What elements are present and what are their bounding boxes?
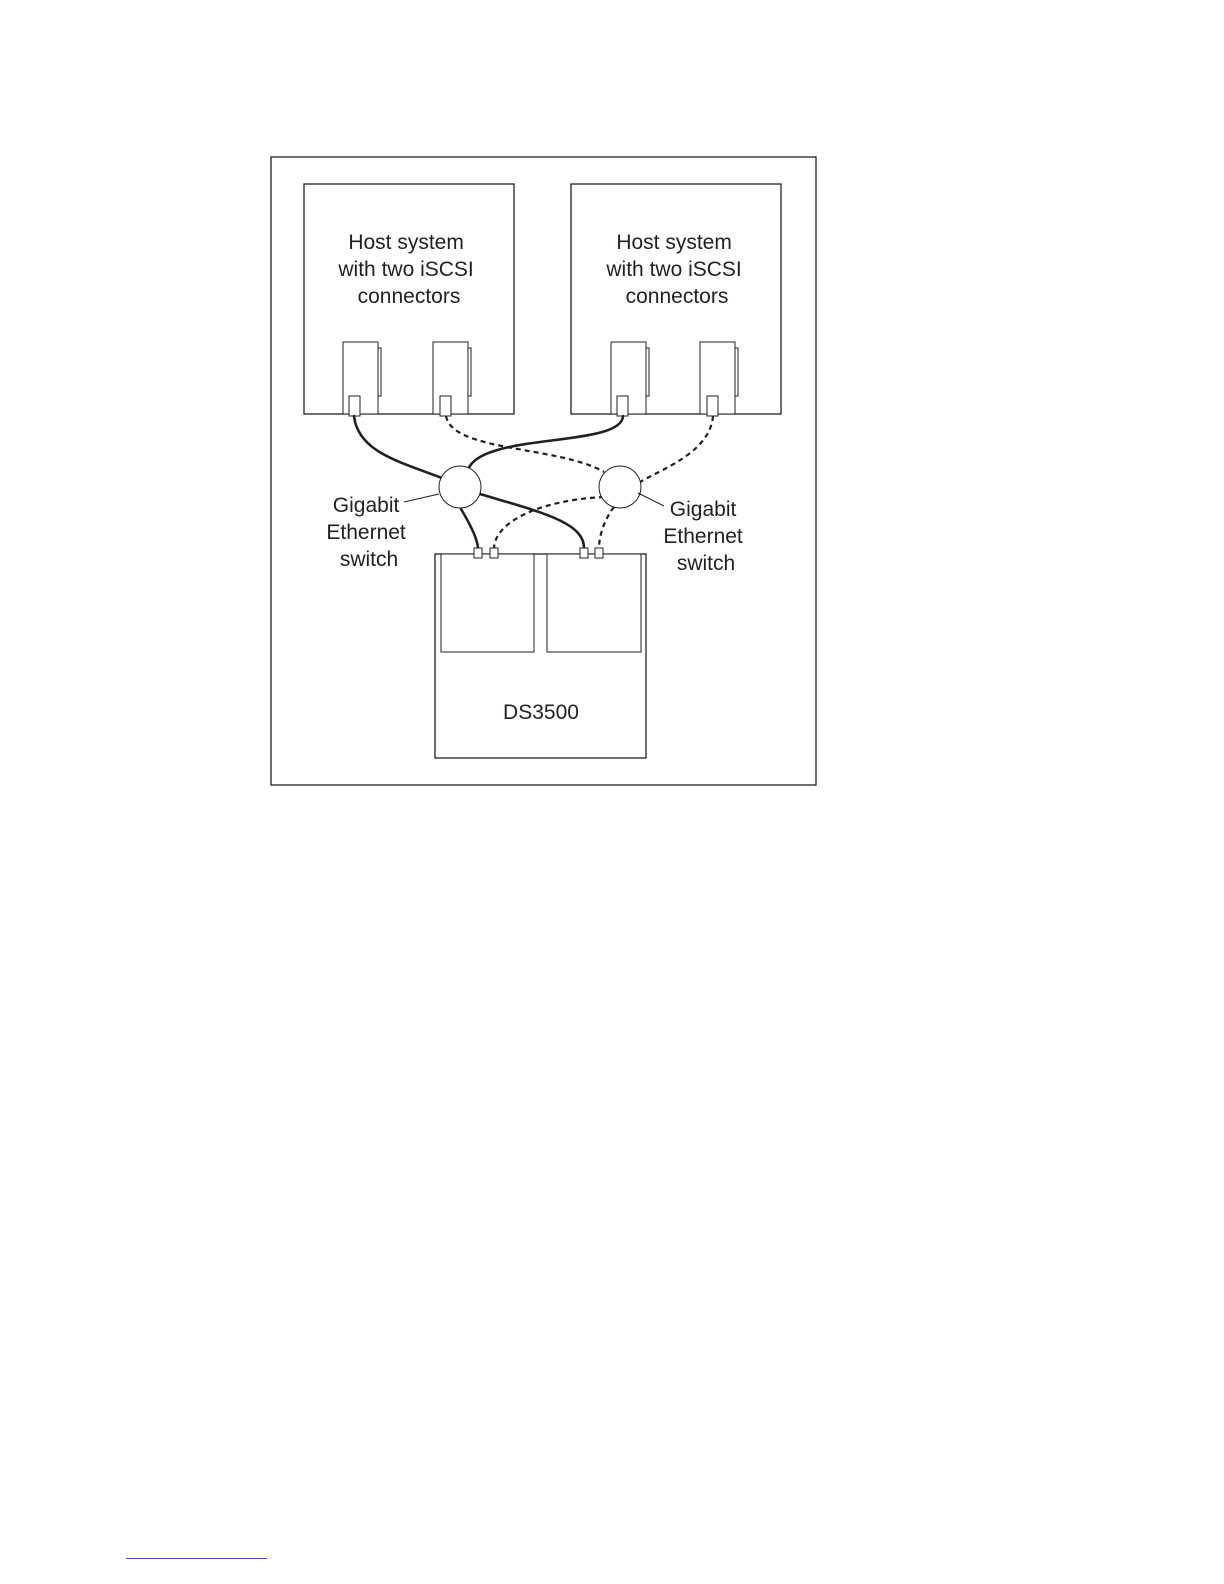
controller-b-port-2 <box>595 548 603 558</box>
controller-a-port-2 <box>490 548 498 558</box>
switch-1-circle <box>439 466 481 508</box>
host-1-iscsi-adapter-b <box>433 342 471 416</box>
switch-2-label: Gigabit Ethernet switch <box>663 498 743 575</box>
host-2-port-a <box>617 396 628 416</box>
ds3500-storage <box>435 548 646 758</box>
host-2-iscsi-adapter-a <box>611 342 649 416</box>
host-1-port-b <box>440 396 451 416</box>
footnote-rule <box>126 1558 267 1559</box>
controller-b <box>547 554 641 652</box>
ds3500-label: DS3500 <box>503 701 579 724</box>
host-system-1 <box>304 184 514 416</box>
host-system-2 <box>571 184 781 416</box>
host-system-1-label: Host system with two iSCSI connectors <box>338 231 474 308</box>
controller-b-port-1 <box>580 548 588 558</box>
host-1-iscsi-adapter-a <box>343 342 381 416</box>
switch-1-label: Gigabit Ethernet switch <box>326 494 406 571</box>
host-2-port-b <box>707 396 718 416</box>
controller-a-port-1 <box>474 548 482 558</box>
controller-a <box>441 554 534 652</box>
switch-2-circle <box>599 466 641 508</box>
host-1-port-a <box>349 396 360 416</box>
host-system-2-label: Host system with two iSCSI connectors <box>606 231 742 308</box>
host-2-iscsi-adapter-b <box>700 342 738 416</box>
